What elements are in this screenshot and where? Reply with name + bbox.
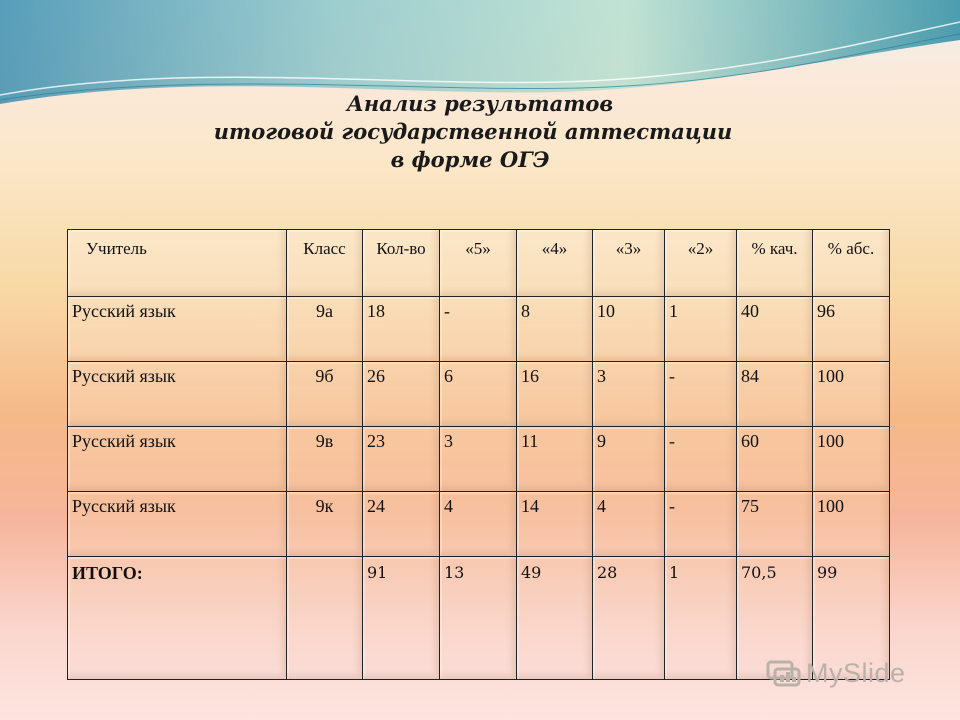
myslide-logo-icon <box>766 656 802 690</box>
cell-grade-2: 1 <box>665 297 737 362</box>
cell-grade-5: 6 <box>440 362 517 427</box>
header-grade-2: «2» <box>665 230 737 297</box>
cell-count: 18 <box>363 297 440 362</box>
title-line-2: итоговой государственной аттестации <box>213 119 733 144</box>
cell-subject: Русский язык <box>68 492 287 557</box>
cell-grade-3: 3 <box>593 362 665 427</box>
cell-quality-percent: 84 <box>737 362 813 427</box>
cell-grade-3: 10 <box>593 297 665 362</box>
cell-grade-3: 9 <box>593 427 665 492</box>
cell-grade-4: 14 <box>517 492 593 557</box>
cell-absolute-percent: 100 <box>813 492 890 557</box>
header-grade-5: «5» <box>440 230 517 297</box>
cell-grade-4: 16 <box>517 362 593 427</box>
total-absolute-percent: 99 <box>813 557 890 680</box>
cell-grade-2: - <box>665 427 737 492</box>
cell-quality-percent: 40 <box>737 297 813 362</box>
cell-absolute-percent: 100 <box>813 362 890 427</box>
table-header-row <box>68 230 890 297</box>
cell-grade-5: 4 <box>440 492 517 557</box>
total-grade-4: 49 <box>517 557 593 680</box>
header-teacher: Учитель <box>68 230 287 297</box>
cell-subject: Русский язык <box>68 362 287 427</box>
slide-title <box>0 90 960 174</box>
cell-quality-percent: 60 <box>737 427 813 492</box>
cell-absolute-percent: 100 <box>813 427 890 492</box>
cell-quality-percent: 75 <box>737 492 813 557</box>
total-label: ИТОГО: <box>68 557 287 680</box>
cell-count: 26 <box>363 362 440 427</box>
cell-subject: Русский язык <box>68 297 287 362</box>
results-table <box>67 229 890 680</box>
table-row <box>68 297 890 362</box>
header-count: Кол-во <box>363 230 440 297</box>
header-grade-3: «3» <box>593 230 665 297</box>
myslide-logo-text: MySlide <box>806 657 906 688</box>
cell-class: 9в <box>287 427 363 492</box>
header-quality-percent: % кач. <box>737 230 813 297</box>
table-row <box>68 492 890 557</box>
cell-grade-4: 11 <box>517 427 593 492</box>
title-line-3: в форме ОГЭ <box>390 147 550 172</box>
cell-count: 23 <box>363 427 440 492</box>
cell-grade-4: 8 <box>517 297 593 362</box>
header-grade-4: «4» <box>517 230 593 297</box>
table-row <box>68 362 890 427</box>
cell-grade-5: - <box>440 297 517 362</box>
cell-count: 24 <box>363 492 440 557</box>
title-line-1: Анализ результатов <box>346 91 614 116</box>
header-absolute-percent: % абс. <box>813 230 890 297</box>
myslide-logo <box>766 656 906 690</box>
total-quality-percent: 70,5 <box>737 557 813 680</box>
total-grade-5: 13 <box>440 557 517 680</box>
total-grade-3: 28 <box>593 557 665 680</box>
cell-class: 9к <box>287 492 363 557</box>
cell-grade-3: 4 <box>593 492 665 557</box>
cell-subject: Русский язык <box>68 427 287 492</box>
table-row <box>68 427 890 492</box>
cell-grade-2: - <box>665 492 737 557</box>
total-count: 91 <box>363 557 440 680</box>
cell-grade-2: - <box>665 362 737 427</box>
cell-class: 9а <box>287 297 363 362</box>
header-class: Класс <box>287 230 363 297</box>
total-grade-2: 1 <box>665 557 737 680</box>
cell-class: 9б <box>287 362 363 427</box>
total-class <box>287 557 363 680</box>
cell-grade-5: 3 <box>440 427 517 492</box>
cell-absolute-percent: 96 <box>813 297 890 362</box>
